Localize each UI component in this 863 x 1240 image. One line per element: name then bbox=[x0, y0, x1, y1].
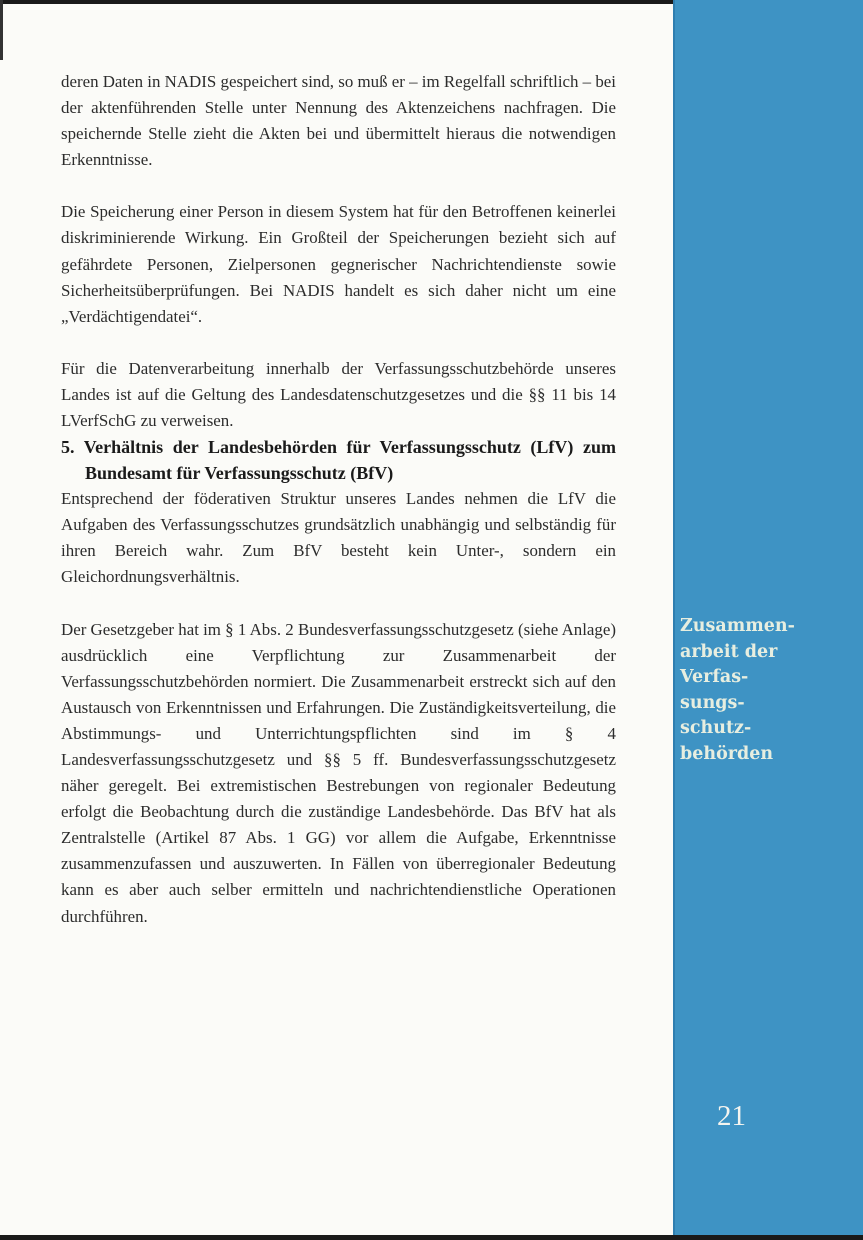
body-text bbox=[61, 69, 616, 930]
paragraph-data-processing: Für die Datenverarbeitung innerhalb der Verfassungsschutzbehörde unseres Landes ist auf die Geltung des Landesdatenschutzgesetzes und die §§ 11 bis 14 LVerfSchG zu verweisen. bbox=[61, 358, 616, 431]
paragraph-nadis-query: deren Daten in NADIS gespeichert sind, so muß er – im Regelfall schriftlich – bei der aktenführenden Stelle unter Nennung des Aktenzeichens nachfragen. Die speichernde Stelle zieht die Akten bei und übermittelt hieraus die notwendigen Erkenntnisse. bbox=[61, 72, 616, 170]
page-number: 21 bbox=[717, 1100, 746, 1132]
sidebar-heading-line: Verfas- bbox=[680, 667, 749, 687]
sidebar-heading bbox=[680, 614, 860, 767]
paragraph-nadis-storage: Die Speicherung einer Person in diesem System hat für den Betroffenen keinerlei diskriminierende Wirkung. Ein Großteil der Speicherungen bezieht sich auf gefährdete Personen, Zielpersonen gegnerischer Nachrichtendienste sowie Sicherheitsüberprüfungen. Bei NADIS handelt es sich daher nicht um eine „Verdächtigendatei“. bbox=[61, 202, 616, 326]
paragraph-federal-structure: Entsprechend der föderativen Struktur unseres Landes nehmen die LfV die Aufgaben des Verfassungsschutzes grundsätzlich unabhängig und selbständig für ihren Bereich wahr. Zum BfV besteht kein Unter-, sondern ein Gleichordnungsverhältnis. bbox=[61, 489, 616, 587]
paragraph-cooperation: Der Gesetzgeber hat im § 1 Abs. 2 Bundesverfassungsschutzgesetz (siehe Anlage) ausdrücklich eine Verpflichtung zur Zusammenarbeit der Verfassungsschutzbehörden normiert. Die Zusammenarbeit erstreckt sich auf den Austausch von Erkenntnissen und Erfahrungen. Die Zuständigkeitsverteilung, die Abstimmungs- und Unterrichtungspflichten sind im § 4 Landesverfassungsschutzgesetz und §§ 5 ff. Bundesverfassungsschutzgesetz näher geregelt. Bei extremistischen Bestrebungen von regionaler Bedeutung erfolgt die Beobachtung durch die zuständige Landesbehörde. Das BfV hat als Zentralstelle (Artikel 87 Abs. 1 GG) vor allem die Aufgabe, Erkenntnisse zusammenzufassen und auszuwerten. In Fällen von überregionaler Bedeutung kann es aber auch selber ermitteln und nachrichtendienstliche Operationen durchführen. bbox=[61, 619, 616, 926]
bottom-border bbox=[0, 1235, 863, 1240]
sidebar-heading-line: sungs- bbox=[680, 692, 745, 713]
left-border bbox=[0, 0, 3, 60]
sidebar-edge bbox=[673, 0, 675, 1240]
section-heading: 5. Verhältnis der Landesbehörden für Verfassungsschutz (LfV) zum Bundesamt für Verfassungsschutz (BfV) bbox=[61, 437, 616, 484]
sidebar-heading-line: Zusammen- bbox=[680, 616, 795, 636]
sidebar-heading-line: arbeit der bbox=[680, 641, 778, 662]
sidebar-heading-line: schutz- bbox=[680, 718, 752, 738]
sidebar-heading-line: behörden bbox=[680, 743, 774, 764]
